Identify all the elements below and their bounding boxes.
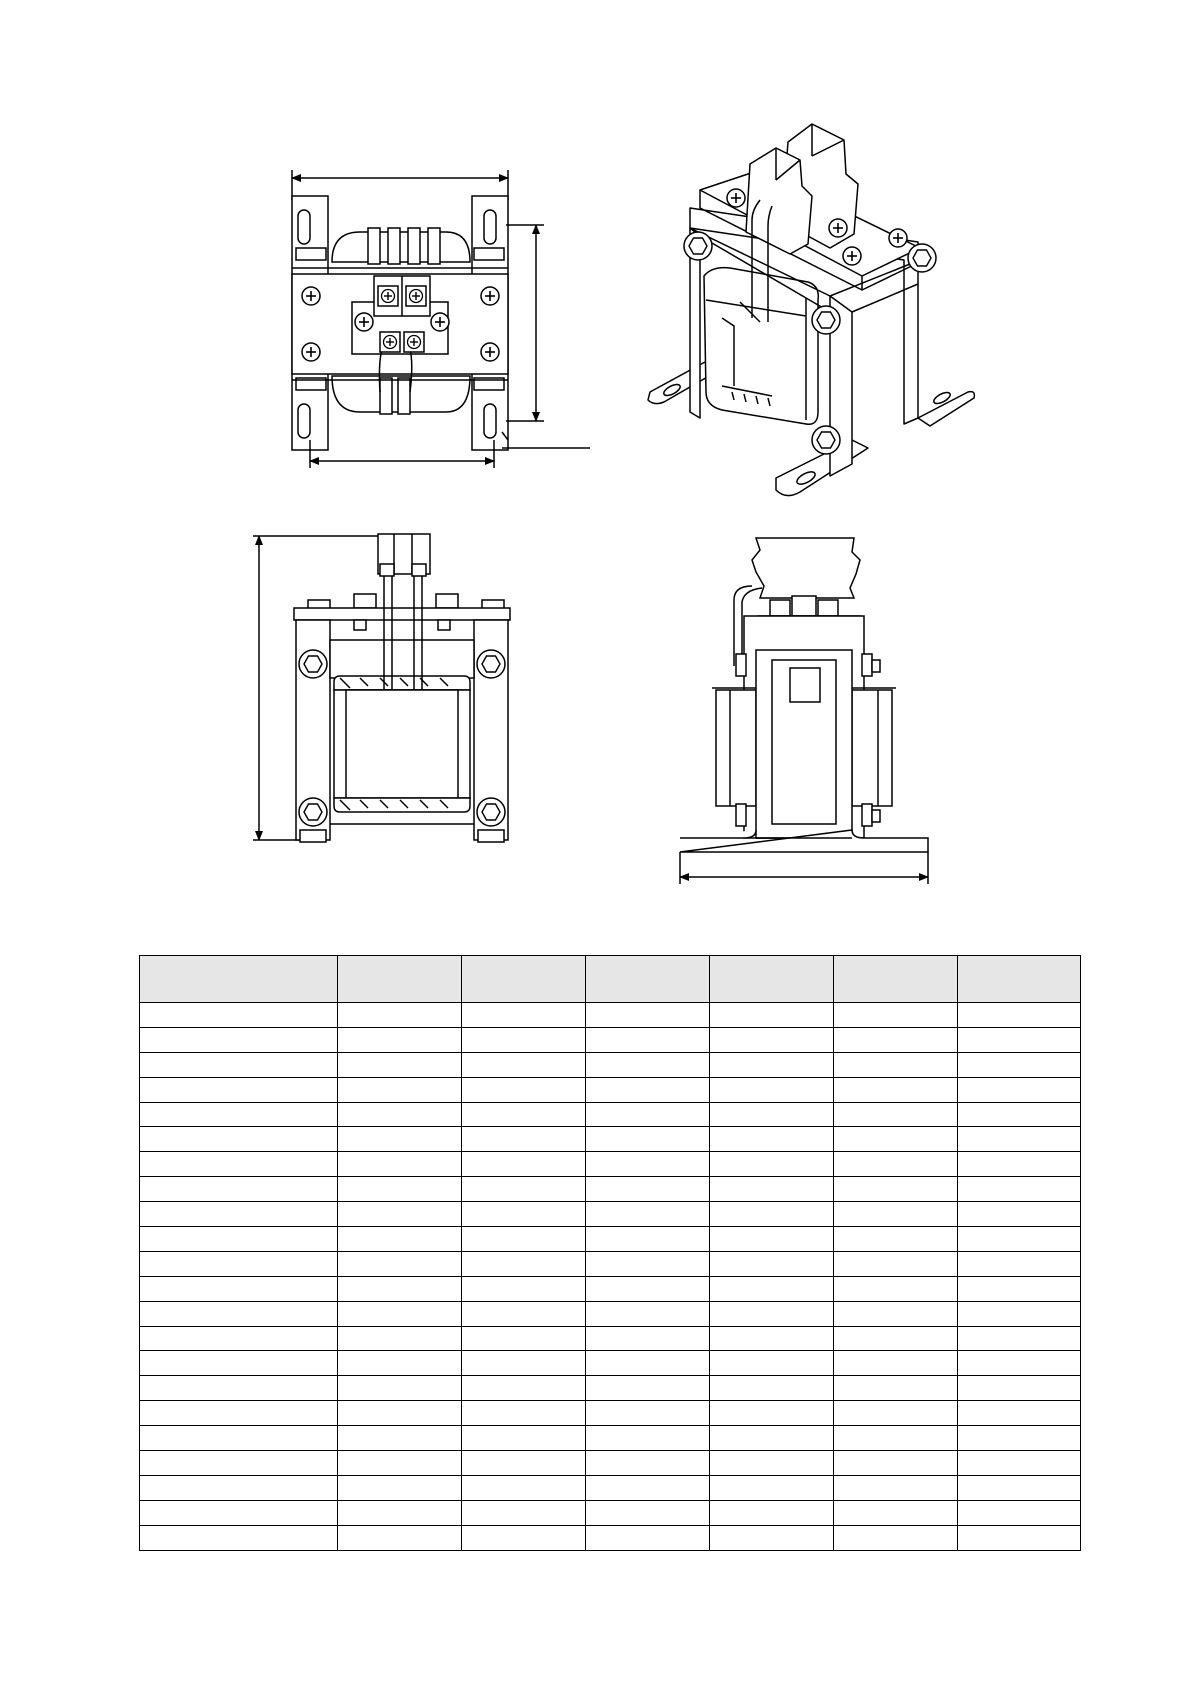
table-cell — [338, 1152, 462, 1177]
table-cell — [958, 1027, 1081, 1052]
table-cell — [586, 1003, 710, 1028]
screw-icon — [829, 219, 847, 237]
table-cell — [338, 1326, 462, 1351]
table-cell — [462, 1003, 586, 1028]
table-cell — [586, 1177, 710, 1202]
terminal-screw-icon — [406, 286, 426, 306]
table-cell — [834, 1475, 958, 1500]
table-cell — [338, 1027, 462, 1052]
table-cell — [140, 1003, 338, 1028]
table-cell — [338, 1525, 462, 1550]
header-row — [140, 956, 1081, 1003]
table-cell — [338, 1426, 462, 1451]
table-cell — [140, 1227, 338, 1252]
table-row — [140, 1301, 1081, 1326]
base-foot-right — [918, 392, 974, 426]
table-cell — [140, 1177, 338, 1202]
table-cell — [958, 1276, 1081, 1301]
table-cell — [834, 1326, 958, 1351]
table-cell — [586, 1152, 710, 1177]
table-cell — [958, 1301, 1081, 1326]
table-cell — [834, 1077, 958, 1102]
table-cell — [586, 1451, 710, 1476]
table-cell — [834, 1426, 958, 1451]
table-cell — [586, 1351, 710, 1376]
table-cell — [586, 1077, 710, 1102]
table-cell — [140, 1326, 338, 1351]
table-cell — [710, 1052, 834, 1077]
table-cell — [140, 1202, 338, 1227]
table-row — [140, 1177, 1081, 1202]
table-cell — [710, 1500, 834, 1525]
screw-icon — [481, 343, 499, 361]
column-header — [586, 956, 710, 1003]
table-cell — [338, 1301, 462, 1326]
table-cell — [834, 1052, 958, 1077]
table-cell — [140, 1451, 338, 1476]
screw-icon — [481, 287, 499, 305]
table-cell — [958, 1426, 1081, 1451]
table-row — [140, 1351, 1081, 1376]
table-cell — [586, 1202, 710, 1227]
hex-bolt-icon — [477, 798, 505, 826]
table-body — [140, 1003, 1081, 1551]
table-cell — [140, 1426, 338, 1451]
table-cell — [338, 1127, 462, 1152]
table-cell — [462, 1276, 586, 1301]
table-cell — [140, 1376, 338, 1401]
hex-bolt-icon — [908, 244, 936, 272]
table-cell — [958, 1202, 1081, 1227]
table-cell — [710, 1426, 834, 1451]
hex-bolt-icon — [299, 798, 327, 826]
table-cell — [710, 1077, 834, 1102]
table-cell — [462, 1202, 586, 1227]
table-cell — [140, 1276, 338, 1301]
table-cell — [462, 1052, 586, 1077]
coil-body — [704, 268, 818, 425]
table-row — [140, 1127, 1081, 1152]
table-row — [140, 1500, 1081, 1525]
table-cell — [834, 1525, 958, 1550]
table-cell — [834, 1227, 958, 1252]
table-cell — [958, 1177, 1081, 1202]
table-cell — [710, 1227, 834, 1252]
table-cell — [710, 1251, 834, 1276]
table-row — [140, 1251, 1081, 1276]
table-cell — [834, 1127, 958, 1152]
table-cell — [462, 1401, 586, 1426]
table-cell — [338, 1276, 462, 1301]
table-cell — [462, 1376, 586, 1401]
table-cell — [834, 1451, 958, 1476]
table-row — [140, 1426, 1081, 1451]
table-cell — [140, 1475, 338, 1500]
table-cell — [958, 1475, 1081, 1500]
table-cell — [462, 1525, 586, 1550]
table-cell — [958, 1376, 1081, 1401]
table-cell — [462, 1301, 586, 1326]
table-cell — [338, 1475, 462, 1500]
table-row — [140, 1525, 1081, 1550]
table-cell — [140, 1152, 338, 1177]
table-row — [140, 1052, 1081, 1077]
table-row — [140, 1027, 1081, 1052]
table-cell — [710, 1202, 834, 1227]
table-cell — [834, 1251, 958, 1276]
column-header — [834, 956, 958, 1003]
table-cell — [834, 1351, 958, 1376]
table-cell — [338, 1003, 462, 1028]
table-row — [140, 1401, 1081, 1426]
table-cell — [338, 1251, 462, 1276]
table-cell — [338, 1052, 462, 1077]
column-header — [338, 956, 462, 1003]
table-cell — [338, 1351, 462, 1376]
table-cell — [834, 1152, 958, 1177]
table-cell — [834, 1102, 958, 1127]
table-cell — [586, 1426, 710, 1451]
table-cell — [140, 1525, 338, 1550]
table-cell — [140, 1401, 338, 1426]
column-header — [462, 956, 586, 1003]
column-header — [958, 956, 1081, 1003]
table-cell — [140, 1027, 338, 1052]
table-cell — [338, 1102, 462, 1127]
table-cell — [140, 1127, 338, 1152]
table-cell — [710, 1451, 834, 1476]
table-cell — [586, 1227, 710, 1252]
table-cell — [586, 1102, 710, 1127]
table-row — [140, 1003, 1081, 1028]
table-cell — [958, 1052, 1081, 1077]
table-row — [140, 1376, 1081, 1401]
table-cell — [140, 1077, 338, 1102]
table-cell — [462, 1326, 586, 1351]
table-cell — [586, 1052, 710, 1077]
table-cell — [958, 1251, 1081, 1276]
table-cell — [710, 1475, 834, 1500]
table-cell — [462, 1027, 586, 1052]
hex-bolt-icon — [684, 232, 712, 260]
hex-bolt-icon — [812, 306, 840, 334]
screw-icon — [355, 313, 373, 331]
table-cell — [462, 1177, 586, 1202]
hex-bolt-icon — [812, 426, 840, 454]
table-cell — [958, 1227, 1081, 1252]
side-terminal-block — [752, 538, 860, 598]
terminal-screw-icon — [404, 332, 424, 352]
table-cell — [958, 1401, 1081, 1426]
side-view — [680, 538, 928, 884]
table-cell — [586, 1475, 710, 1500]
hex-bolt-icon — [299, 650, 327, 678]
table-cell — [958, 1127, 1081, 1152]
table-cell — [834, 1401, 958, 1426]
table-cell — [710, 1152, 834, 1177]
screw-icon — [889, 229, 907, 247]
table-cell — [710, 1376, 834, 1401]
table-cell — [958, 1525, 1081, 1550]
table-cell — [338, 1401, 462, 1426]
table-cell — [462, 1426, 586, 1451]
table-cell — [834, 1027, 958, 1052]
table-row — [140, 1276, 1081, 1301]
table-cell — [462, 1351, 586, 1376]
table-cell — [958, 1152, 1081, 1177]
table-cell — [140, 1102, 338, 1127]
table-cell — [338, 1500, 462, 1525]
table-cell — [710, 1326, 834, 1351]
table-cell — [710, 1276, 834, 1301]
table-cell — [462, 1102, 586, 1127]
table-cell — [586, 1401, 710, 1426]
table-cell — [140, 1251, 338, 1276]
table-cell — [338, 1202, 462, 1227]
table-row — [140, 1451, 1081, 1476]
table-row — [140, 1326, 1081, 1351]
screw-icon — [727, 189, 745, 207]
table-cell — [338, 1227, 462, 1252]
table-cell — [338, 1451, 462, 1476]
table-cell — [586, 1027, 710, 1052]
table-cell — [338, 1177, 462, 1202]
table-cell — [834, 1376, 958, 1401]
table-cell — [710, 1351, 834, 1376]
screw-icon — [302, 343, 320, 361]
table-row — [140, 1202, 1081, 1227]
front-view — [253, 534, 510, 842]
table-cell — [834, 1500, 958, 1525]
column-header — [710, 956, 834, 1003]
table-cell — [958, 1451, 1081, 1476]
table-cell — [834, 1177, 958, 1202]
table-row — [140, 1227, 1081, 1252]
table-cell — [462, 1500, 586, 1525]
table-cell — [710, 1003, 834, 1028]
table-cell — [834, 1301, 958, 1326]
table-row — [140, 1152, 1081, 1177]
terminal-screw-icon — [380, 332, 400, 352]
spec-table — [139, 955, 1081, 1551]
table-cell — [834, 1202, 958, 1227]
table-cell — [462, 1227, 586, 1252]
table-cell — [462, 1251, 586, 1276]
column-header — [140, 956, 338, 1003]
table-cell — [462, 1451, 586, 1476]
table-cell — [140, 1351, 338, 1376]
table-cell — [462, 1127, 586, 1152]
table-cell — [140, 1500, 338, 1525]
table-cell — [958, 1351, 1081, 1376]
table-cell — [586, 1127, 710, 1152]
table-cell — [710, 1027, 834, 1052]
table-cell — [710, 1301, 834, 1326]
table-cell — [140, 1052, 338, 1077]
table-cell — [586, 1376, 710, 1401]
table-cell — [462, 1475, 586, 1500]
table-header — [140, 956, 1081, 1003]
table-cell — [710, 1401, 834, 1426]
table-cell — [710, 1177, 834, 1202]
table-cell — [338, 1376, 462, 1401]
screw-icon — [431, 313, 449, 331]
table-cell — [586, 1326, 710, 1351]
table-cell — [462, 1152, 586, 1177]
table-cell — [586, 1251, 710, 1276]
table-cell — [586, 1500, 710, 1525]
table-row — [140, 1077, 1081, 1102]
table-cell — [338, 1077, 462, 1102]
table-cell — [586, 1301, 710, 1326]
table-row — [140, 1102, 1081, 1127]
hex-bolt-icon — [477, 650, 505, 678]
table-cell — [958, 1326, 1081, 1351]
table-row — [140, 1475, 1081, 1500]
table-cell — [834, 1003, 958, 1028]
terminal-screw-icon — [378, 286, 398, 306]
table-cell — [140, 1301, 338, 1326]
screw-icon — [302, 287, 320, 305]
table-cell — [834, 1276, 958, 1301]
front-top-plate — [294, 608, 510, 620]
table-cell — [710, 1525, 834, 1550]
table-cell — [958, 1500, 1081, 1525]
table-cell — [586, 1276, 710, 1301]
table-cell — [462, 1077, 586, 1102]
table-cell — [710, 1102, 834, 1127]
screw-icon — [843, 247, 861, 265]
table-cell — [710, 1127, 834, 1152]
table-cell — [586, 1525, 710, 1550]
table-cell — [958, 1077, 1081, 1102]
isometric-view — [648, 124, 974, 496]
table-cell — [958, 1102, 1081, 1127]
table-cell — [958, 1003, 1081, 1028]
